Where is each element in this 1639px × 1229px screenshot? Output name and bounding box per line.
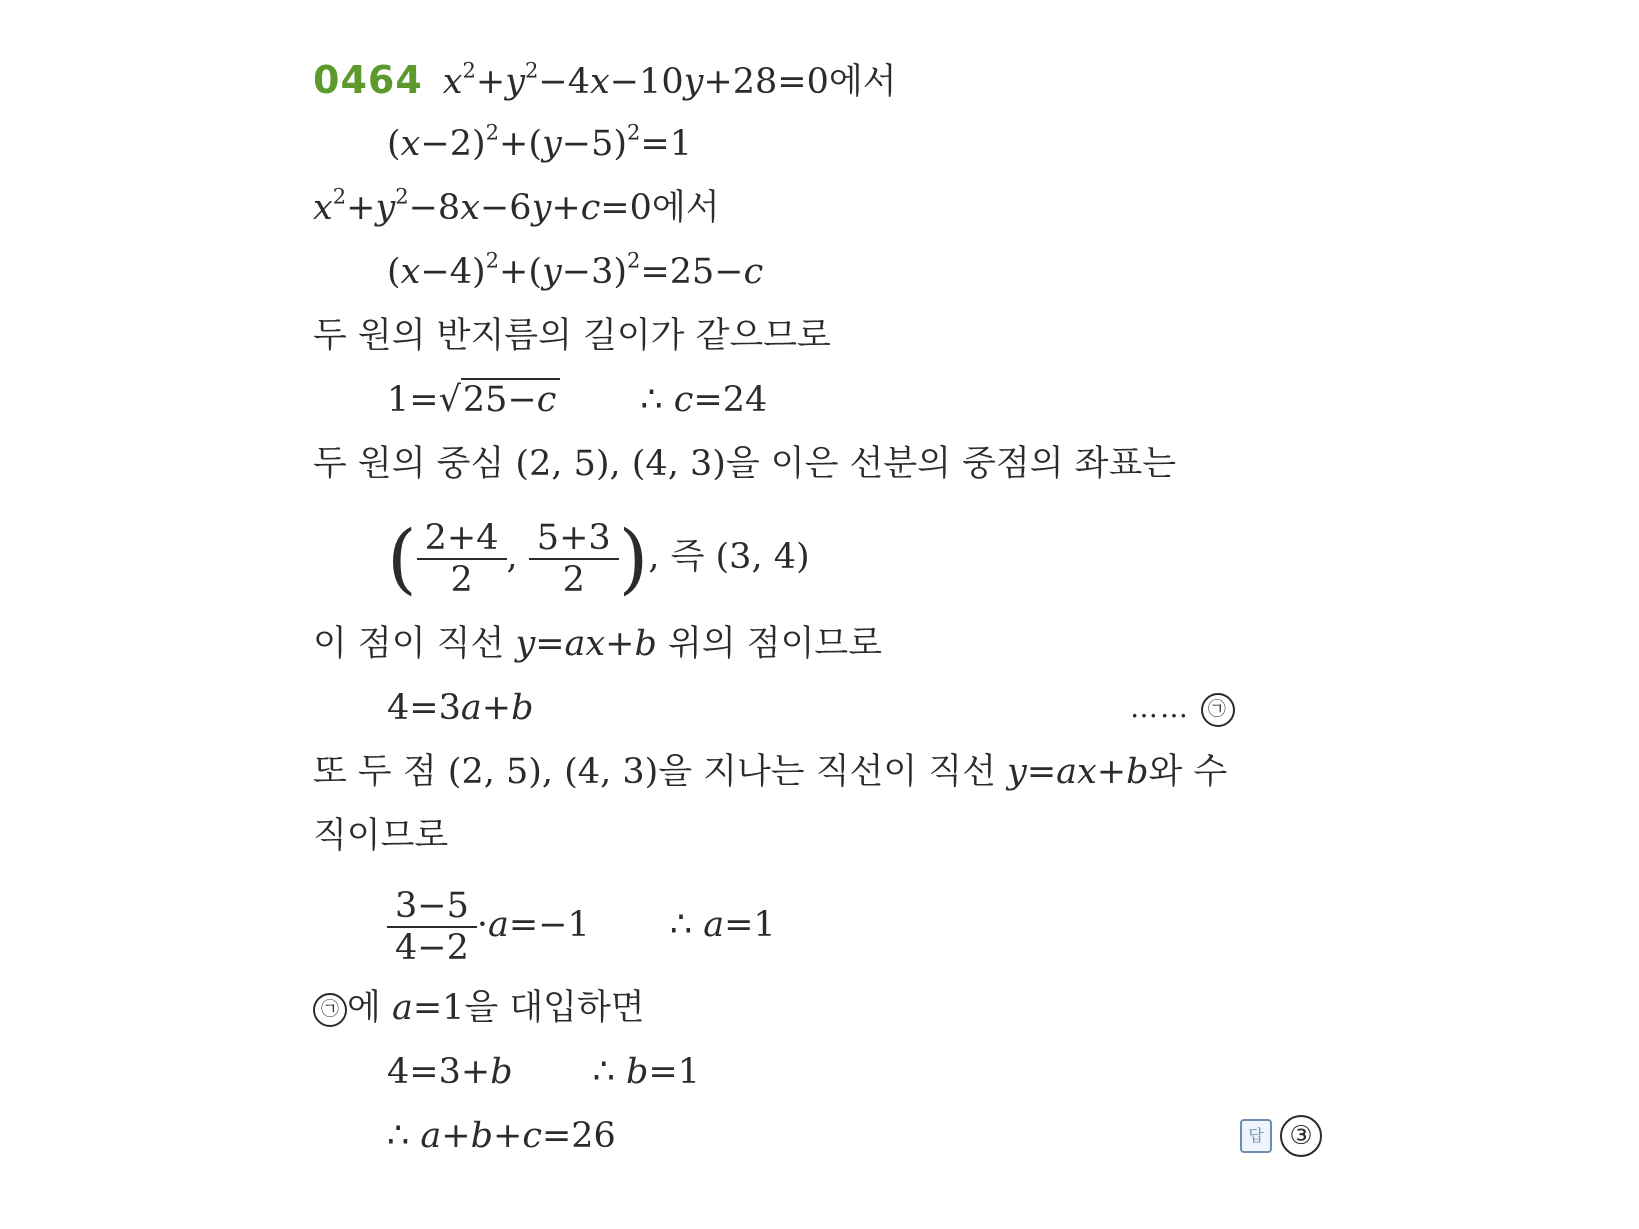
marker-symbol: ㉠ (1201, 693, 1235, 727)
answer-choice: ③ (1280, 1115, 1322, 1157)
fraction-y: $\frac{5+3}{2}$ (529, 518, 619, 600)
equation-line-15: 4=3+b ∴ b=1 (387, 1052, 701, 1092)
equation-line-3: $x^2+y^2-8x-6y+c=0$에서 (313, 184, 720, 228)
equation-line-2: $(x-2)^2+(y-5)^2=1$ (387, 120, 693, 164)
text-line-9: 이 점이 직선 y=ax+b 위의 점이므로 (313, 624, 883, 664)
equation-line-10: 4=3a+b (387, 688, 534, 728)
equation-line-4: $(x-4)^2+(y-3)^2=25-c$ (387, 248, 764, 292)
problem-number: 0464 (313, 58, 423, 102)
answer (1240, 1110, 1322, 1158)
text-line-12: 직이므로 (313, 816, 449, 856)
fraction-x: $\frac{2+4}{2}$ (417, 518, 507, 600)
equation-line-13: $\frac{3-5}{4-2}$ ·a=−1 ∴ a=1 (387, 880, 776, 970)
equation-line-6: 1=√25−c ∴ c=24 (387, 380, 768, 420)
text-line-5: 두 원의 반지름의 길이가 같으므로 (313, 316, 831, 356)
equation-line-8: ( $\frac{2+4}{2}$ , $\frac{5+3}{2}$ ), 즉 (3, 4) (387, 513, 810, 603)
equation-marker: …… ㉠ (1130, 684, 1235, 732)
answer-icon: 답 (1240, 1119, 1272, 1153)
fraction-slope: $\frac{3-5}{4-2}$ (387, 886, 477, 968)
text-line-7: 두 원의 중심 (2, 5), (4, 3)을 이은 선분의 중점의 좌표는 (313, 444, 1177, 484)
equation-1: $x^2+y^2-4x-10y+28=0$ (442, 58, 829, 102)
equation-line-1: 0464 $x^2+y^2-4x-10y+28=0$에서 (313, 58, 897, 102)
text-line-14: ㉠ 에 a=1을 대입하면 (313, 984, 645, 1032)
text-line-11: 또 두 점 (2, 5), (4, 3)을 지나는 직선이 직선 y=ax+b와 수 (313, 752, 1228, 792)
equation-line-16: ∴ a+b+c=26 (387, 1116, 616, 1156)
